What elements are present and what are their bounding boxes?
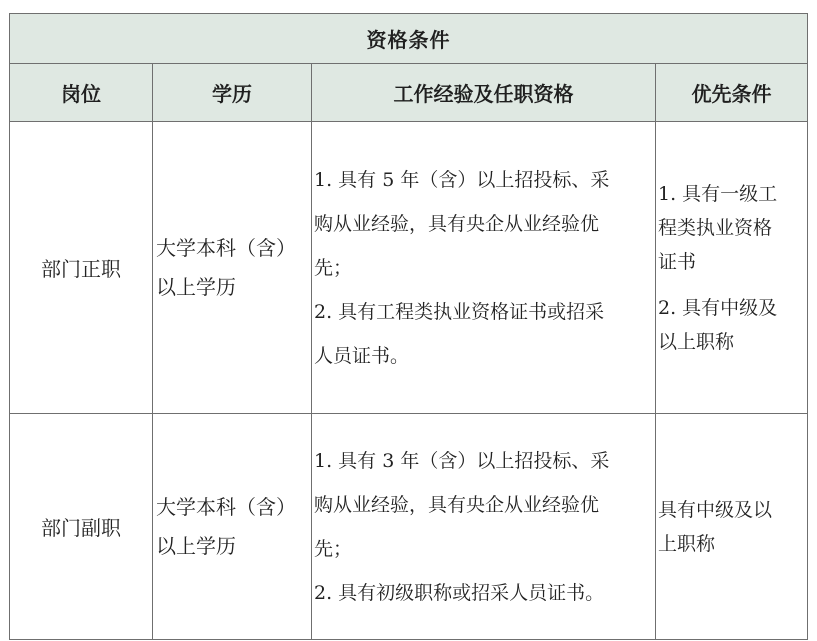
title-row [10,14,808,64]
preferred-cell [656,122,808,414]
table-row [10,414,808,640]
experience-line: 1. 具有 3 年（含）以上招投标、采 [314,449,610,472]
experience-line: 2. 具有工程类执业资格证书或招采 [314,300,605,323]
education-line: 以上学历 [156,533,236,558]
header-preferred: 优先条件 [656,64,808,122]
qualification-table [9,13,808,640]
header-experience: 工作经验及任职资格 [312,64,656,122]
position-cell: 部门正职 [10,122,153,414]
preferred-line: 1. 具有一级工 [658,182,778,205]
experience-line: 先； [314,256,353,279]
experience-line: 购从业经验，具有央企从业经验优 [314,212,600,235]
preferred-line: 以上职称 [658,330,735,353]
preferred-line: 2. 具有中级及 [658,296,778,319]
preferred-line: 程类执业资格 [658,216,773,239]
table-title: 资格条件 [10,14,808,64]
education-line: 以上学历 [156,274,236,299]
header-row [10,64,808,122]
preferred-line: 上职称 [658,532,716,555]
qualification-table-container [9,13,807,637]
experience-line: 人员证书。 [314,344,410,367]
header-position: 岗位 [10,64,153,122]
education-line: 大学本科（含） [156,494,296,519]
education-cell [153,414,312,640]
experience-line: 购从业经验，具有央企从业经验优 [314,493,600,516]
experience-line: 先； [314,537,353,560]
preferred-line: 具有中级及以 [658,498,773,521]
experience-cell [312,414,656,640]
education-line: 大学本科（含） [156,235,296,260]
experience-line: 1. 具有 5 年（含）以上招投标、采 [314,168,610,191]
position-cell: 部门副职 [10,414,153,640]
preferred-line: 证书 [658,250,697,273]
table-row [10,122,808,414]
preferred-cell [656,414,808,640]
experience-line: 2. 具有初级职称或招采人员证书。 [314,581,605,604]
header-education: 学历 [153,64,312,122]
experience-cell [312,122,656,414]
education-cell [153,122,312,414]
